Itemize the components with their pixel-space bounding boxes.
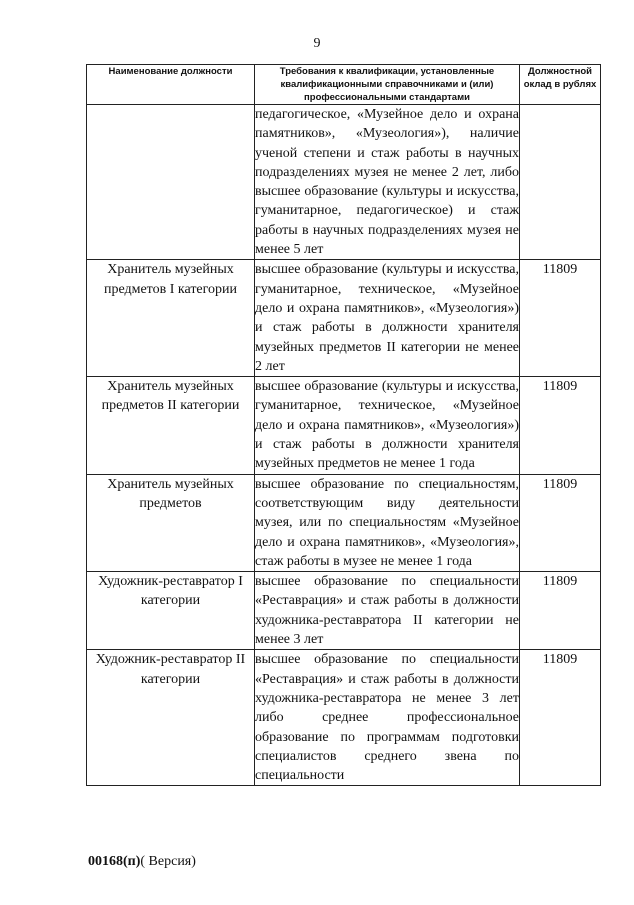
salary-cell <box>520 105 601 260</box>
position-cell: Художник-реставратор II категории <box>87 650 255 786</box>
salary-cell: 11809 <box>520 474 601 571</box>
position-cell: Художник-реставратор I категории <box>87 572 255 650</box>
salary-cell: 11809 <box>520 650 601 786</box>
requirements-cell: высшее образование по специальности «Реставрация» и стаж работы в должности художника-реставратора не менее 3 лет либо среднее профессиональное образование по программам подготовки специалистов среднего звена по специальности <box>255 650 520 786</box>
table-row <box>87 474 601 571</box>
position-cell: Хранитель музейных предметов II категории <box>87 377 255 474</box>
table-row <box>87 650 601 786</box>
position-cell <box>87 105 255 260</box>
page-number: 9 <box>313 36 321 51</box>
document-footer <box>88 854 196 870</box>
position-cell: Хранитель музейных предметов <box>87 474 255 571</box>
requirements-cell: высшее образование по специальностям, соответствующим виду деятельности музея, или по специальностям «Музейное дело и охрана памятников», «Музеология», стаж работы в музее не менее 1 года <box>255 474 520 571</box>
position-cell: Хранитель музейных предметов I категории <box>87 260 255 377</box>
qualification-table <box>86 64 601 786</box>
requirements-cell: высшее образование (культуры и искусства, гуманитарное, техническое, «Музейное дело и охрана памятников», «Музеология») и стаж работы в должности хранителя музейных предметов II категории не менее 2 лет <box>255 260 520 377</box>
requirements-cell: высшее образование по специальности «Реставрация» и стаж работы в должности художника-реставратора II категории не менее 3 лет <box>255 572 520 650</box>
requirements-cell: педагогическое, «Музейное дело и охрана памятников», «Музеология»), наличие ученой степени и стаж работы в научных подразделениях музея не менее 2 лет, либо высшее образование (культуры и искусства, гуманитарное, педагогическое) и стаж работы в научных подразделениях музея не менее 5 лет <box>255 105 520 260</box>
table-row <box>87 572 601 650</box>
table-header-row <box>87 65 601 105</box>
table-row <box>87 260 601 377</box>
salary-cell: 11809 <box>520 377 601 474</box>
salary-cell: 11809 <box>520 260 601 377</box>
requirements-cell: высшее образование (культуры и искусства, гуманитарное, техническое, «Музейное дело и охрана памятников», «Музеология») и стаж работы в должности хранителя музейных предметов не менее 1 года <box>255 377 520 474</box>
header-requirements: Требования к квалификации, установленные квалификационными справочниками и (или) профессиональными стандартами <box>255 65 520 105</box>
header-position: Наименование должности <box>87 65 255 105</box>
document-version: ( Версия) <box>140 854 196 869</box>
salary-cell: 11809 <box>520 572 601 650</box>
document-code: 00168(п) <box>88 854 141 869</box>
table-row <box>87 105 601 260</box>
table-row <box>87 377 601 474</box>
header-salary: Должностной оклад в рублях <box>520 65 601 105</box>
